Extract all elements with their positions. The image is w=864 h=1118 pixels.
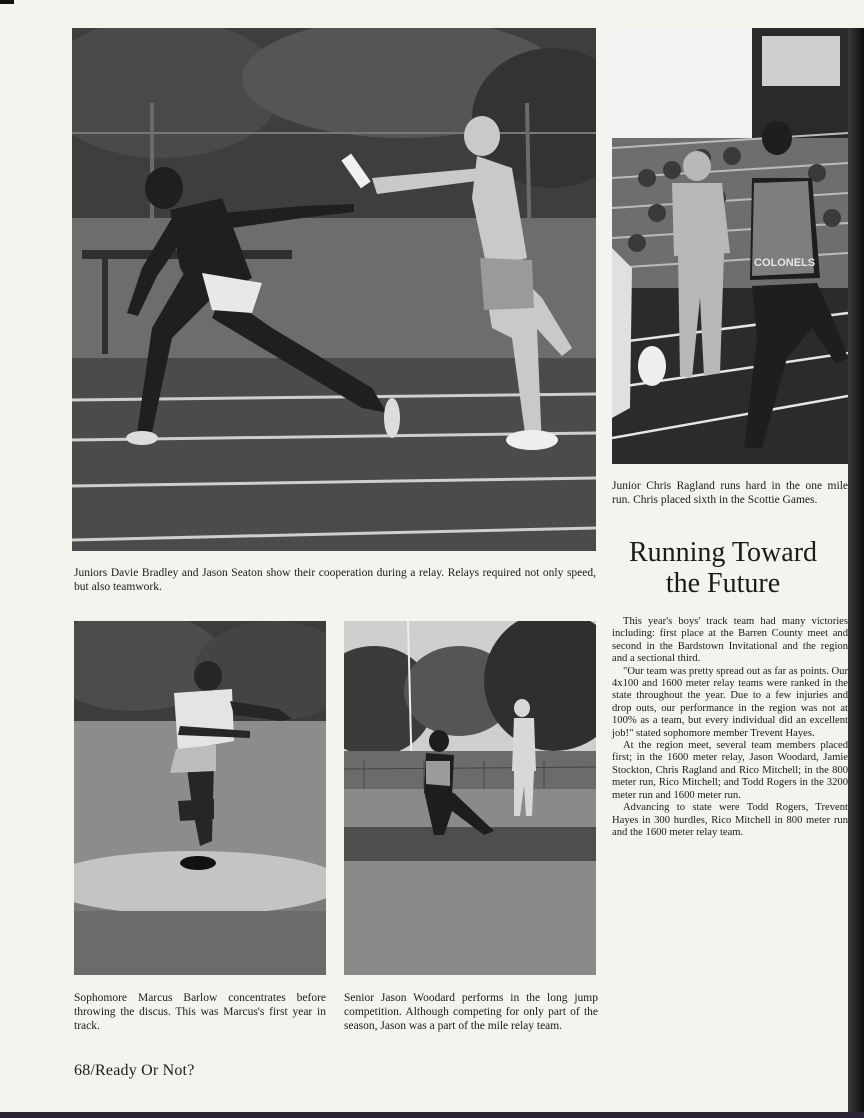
relay-photo [72, 28, 596, 551]
headline-line-2: the Future [665, 568, 781, 599]
relay-caption: Juniors Davie Bradley and Jason Seaton show their cooperation during a relay. Relays required not only speed, but also teamwork. [74, 567, 596, 593]
page-edge-shadow [848, 28, 864, 1118]
longjump-caption: Senior Jason Woodard performs in the long jump competition. Although competing for only part of the season, Jason was a part of the mile relay team. [344, 992, 598, 1032]
long-jump-photo [344, 621, 596, 975]
article-paragraph: At the region meet, several team members placed first; in the 1600 meter relay, Jason Woodard, Jamie Stockton, Chris Ragland and Rico Mitchell; in the 800 meter run, Rico Mitchell; and Todd Rogers in the 3200 meter run and 1600 meter run. [612, 740, 848, 801]
article-body [612, 616, 848, 839]
discus-thrower-photo [74, 621, 326, 975]
article-paragraph: This year's boys' track team had many victories including: first place at the Barren County meet and second in the Bardstown Invitational and the region and a sectional third. [612, 616, 848, 665]
jersey-text: COLONELS [754, 257, 816, 269]
page-folio: 68/Ready Or Not? [74, 1062, 195, 1079]
headline-line-1: Running Toward [628, 537, 818, 568]
corner-crop-mark [0, 0, 14, 4]
page-bottom-edge [0, 1112, 864, 1118]
discus-photo [74, 621, 326, 975]
article-paragraph: "Our team was pretty spread out as far as points. Our 4x100 and 1600 meter relay teams were ranked in the state throughout the year. Due to a few injuries and drop outs, our performance in the region was not at 100% as a team, but every individual did an excellent job!" stated sophomore member Trevent Hayes. [612, 665, 848, 739]
ragland-caption: Junior Chris Ragland runs hard in the one mile run. Chris placed sixth in the Scottie Games. [612, 480, 848, 506]
mile-runner-photo [612, 28, 848, 464]
relay-handoff-photo [72, 28, 596, 551]
article-paragraph: Advancing to state were Todd Rogers, Trevent Hayes in 300 hurdles, Rico Mitchell in 800 meter run and the 1600 meter relay team. [612, 802, 848, 838]
longjump-photo [344, 621, 596, 975]
discus-caption: Sophomore Marcus Barlow concentrates before throwing the discus. This was Marcus's first year in track. [74, 992, 326, 1032]
article-headline [612, 537, 834, 599]
ragland-photo [612, 28, 848, 464]
